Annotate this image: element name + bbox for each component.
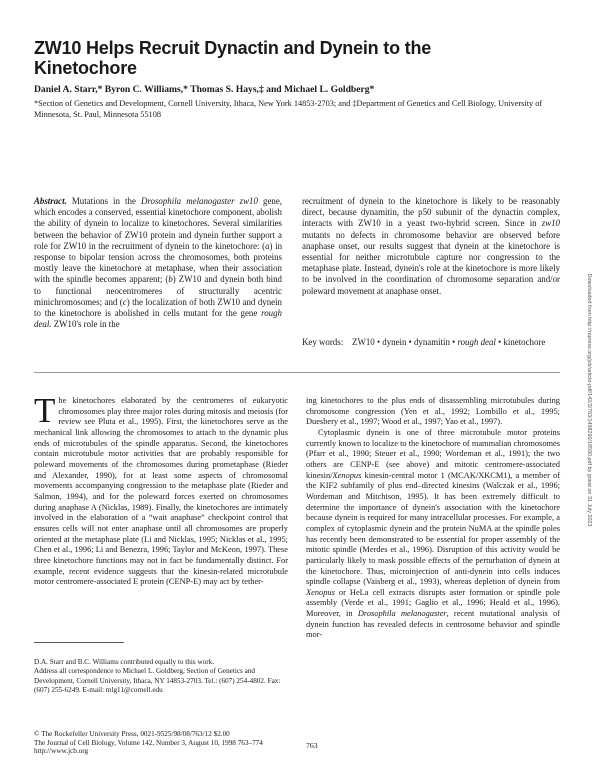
footnote-correspondence: Address all correspondence to Michael L. Goldberg, Section of Genetics and Development, Cornell University, Ithaca, NY 14853-2703. Tel.: (607) 254-4802. Fax: (607) 255-6249. E-mail: mlg11@cornell.edu <box>34 667 281 695</box>
journal-url[interactable]: http://www.jcb.org <box>34 747 89 756</box>
body-left-column <box>34 391 288 588</box>
abstract-italic: c <box>122 296 127 307</box>
body-italic: Xenopus <box>306 587 335 597</box>
download-watermark-text: Downloaded from http://rupress.org/jcb/article-pdf/142/3/763/1498290/18590.pdf by guest on 31 July 2023 <box>586 273 592 527</box>
abstract-text: Mutations in the <box>66 196 141 206</box>
drop-cap: T <box>34 391 56 430</box>
abstract-text: mutants no defects in chromosome behavior are observed before anaphase onset, our results suggest that dynein at the kinetochore is essential for neither microtubule capture nor congression to the metaphase plate. Instead, dynein's role at the kinetochore is more likely to be involved in the coordination of chromosome separation and/or poleward movement at anaphase onset. <box>302 229 560 296</box>
copyright-line: © The Rockefeller University Press, 0021-9525/98/08/763/12 $2.00 <box>34 730 230 738</box>
abstract-right-column <box>302 196 560 297</box>
publication-info <box>34 730 334 756</box>
keywords-terms: • kinetochore <box>495 337 546 347</box>
body-italic: Drosophila melanogaster <box>357 609 447 619</box>
keywords-terms: ZW10 • dynein • dynamitin • <box>352 337 458 347</box>
keyword-italic: rough deal <box>457 337 496 347</box>
body-text: Cytoplasmic dynein is one of three microtubule motor proteins currently known to localize to the kinetochore of mammalian chromosomes (Pfarr et al., 1990; Steuer et al., 1990; Wordeman et al., 1991); the two others are CENP-E (see above) and mitotic centromere-associated kinesin/ <box>306 427 560 480</box>
body-italic: Xenopus <box>332 470 362 480</box>
abstract-italic: Drosophila melanogaster zw10 <box>141 196 258 206</box>
author-list: Daniel A. Starr,* Byron C. Williams,* Thomas S. Hays,‡ and Michael L. Goldberg* <box>34 84 375 95</box>
footnote-contribution: D.A. Starr and B.C. Williams contributed equally to this work. <box>34 658 215 666</box>
article-title: ZW10 Helps Recruit Dynactin and Dynein to the Kinetochore <box>34 38 432 78</box>
abstract-left-column <box>34 196 282 330</box>
body-right-column <box>306 396 560 641</box>
body-text: kinesin-central motor 1 (MCAK/XKCM1), a member of the KIF2 subfamily of plus end–directed kinesins (Walczak et al., 1996; Wordeman and Mitchison, 1995). It has been extremely difficult to determine the importance of dynein's association with the kinetochore because dynein is required for many intracellular processes. For example, a complex of cytoplasmic dynein and the protein NuMA at the spindle poles has recently been demonstrated to be essential for proper assembly of the mitotic spindle (Merdes et al., 1996). Disruption of this activity would be particularly likely to mask possible effects of the perturbation of dynein at the kinetochore. Thus, microinjection of anti-dynein into cells induces spindle collapse (Vaisberg et al., 1993), whereas depletion of dynein from <box>306 470 560 587</box>
abstract-text: gene, which encodes a conserved, essential kinetochore component, abolish the ability of dynein to localize to kinetochores. Several similarities between the behavior of ZW10 protein and dynein further support a role for ZW10 in the recruitment of dynein to the kinetochore: ( <box>34 196 282 251</box>
abstract-italic: a <box>265 240 270 251</box>
journal-line: The Journal of Cell Biology, Volume 142, Number 3, August 10, 1998 763–774 <box>34 738 263 747</box>
download-watermark <box>585 230 593 570</box>
abstract-text: ) in response to bipolar tension across the chromosomes, both proteins mostly leave the kinetochore at metaphase, when their association with the spindle becomes apparent; ( <box>34 240 283 285</box>
abstract-text: ZW10's role in the <box>51 319 120 330</box>
body-paragraph: ing kinetochores to the plus ends of disassembling microtubules during chromosome congression (Yen et al., 1992; Lombillo et al., 1995; Duesbery et al., 1997; Wood et al., 1997; Yao et al., 1997). <box>306 396 560 427</box>
abstract-italic: b <box>168 274 173 285</box>
abstract-lead: Abstract. <box>34 196 67 206</box>
body-paragraph <box>306 428 560 641</box>
abstract-text: ) the localization of both ZW10 and dynein to the kinetochore is abolished in cells mutant for the gene <box>34 296 282 319</box>
footnotes <box>34 658 288 696</box>
body-text: , recent mutational analysis of dynein function has revealed defects in centrosome behavior and spindle mor- <box>306 609 560 640</box>
abstract-text: recruitment of dynein to the kinetochore is likely to be reasonably direct, because dynamitin, the p50 subunit of the dynactin complex, interacts with ZW10 in a yeast two-hybrid screen. Since in <box>302 196 560 229</box>
page-number: 763 <box>306 741 318 750</box>
footnote-divider <box>34 642 124 643</box>
body-text: or HeLa cell extracts disrupts aster formation or spindle pole assembly (Verde et al., 1991; Gaglio et al., 1996; Heald et al., 1996). Moreover, in <box>306 587 560 619</box>
keywords-label: Key words: <box>302 337 344 347</box>
body-text: he kinetochores elaborated by the centromeres of eukaryotic chromosomes play three major roles during mitosis and meiosis (for review see Pluta et al., 1995). First, the kinetochores serve as the mechanical link allowing the chromosomes to attach to the dynamic plus ends of microtubules of the spindle apparatus. Second, the kinetochores contain microtubule motor activities that are probably responsible for poleward movements of the chromosomes during prometaphase (Rieder and Alexander, 1990), for at least some aspects of chromosomal movements accompanying congression to the metaphase plate (Rieder and Salmon, 1994), and for the poleward forces exerted on chromosomes during anaphase A (Nicklas, 1989). Finally, the kinetochores are intimately involved in the elaboration of a “wait anaphase” checkpoint control that ensures cells will not enter anaphase until all chromosomes are properly oriented at the metaphase plate (Li and Nicklas, 1995; Nicklas et al., 1995; Chen et al., 1996; Li and Benezra, 1996; Taylor and McKeon, 1997). These three kinetochore functions may not in fact be fundamentally distinct. For example, recent evidence suggests that the kinesin-related microtubule motor centromere-associated E protein (CENP-E) may act by tether- <box>34 396 288 587</box>
affiliations: *Section of Genetics and Development, Cornell University, Ithaca, New York 14853-2703; and ‡Department of Genetics and Cell Biology, University of Minnesota, St. Paul, Minnesota 55108 <box>34 99 543 119</box>
keywords <box>302 337 560 348</box>
abstract-text: ) ZW10 and dynein both bind to functional neocentromeres of structurally acentric minichromosomes; and ( <box>34 274 282 307</box>
section-divider <box>34 372 560 373</box>
abstract-italic: rough deal. <box>34 308 282 330</box>
abstract-italic: zw10 <box>541 218 560 229</box>
